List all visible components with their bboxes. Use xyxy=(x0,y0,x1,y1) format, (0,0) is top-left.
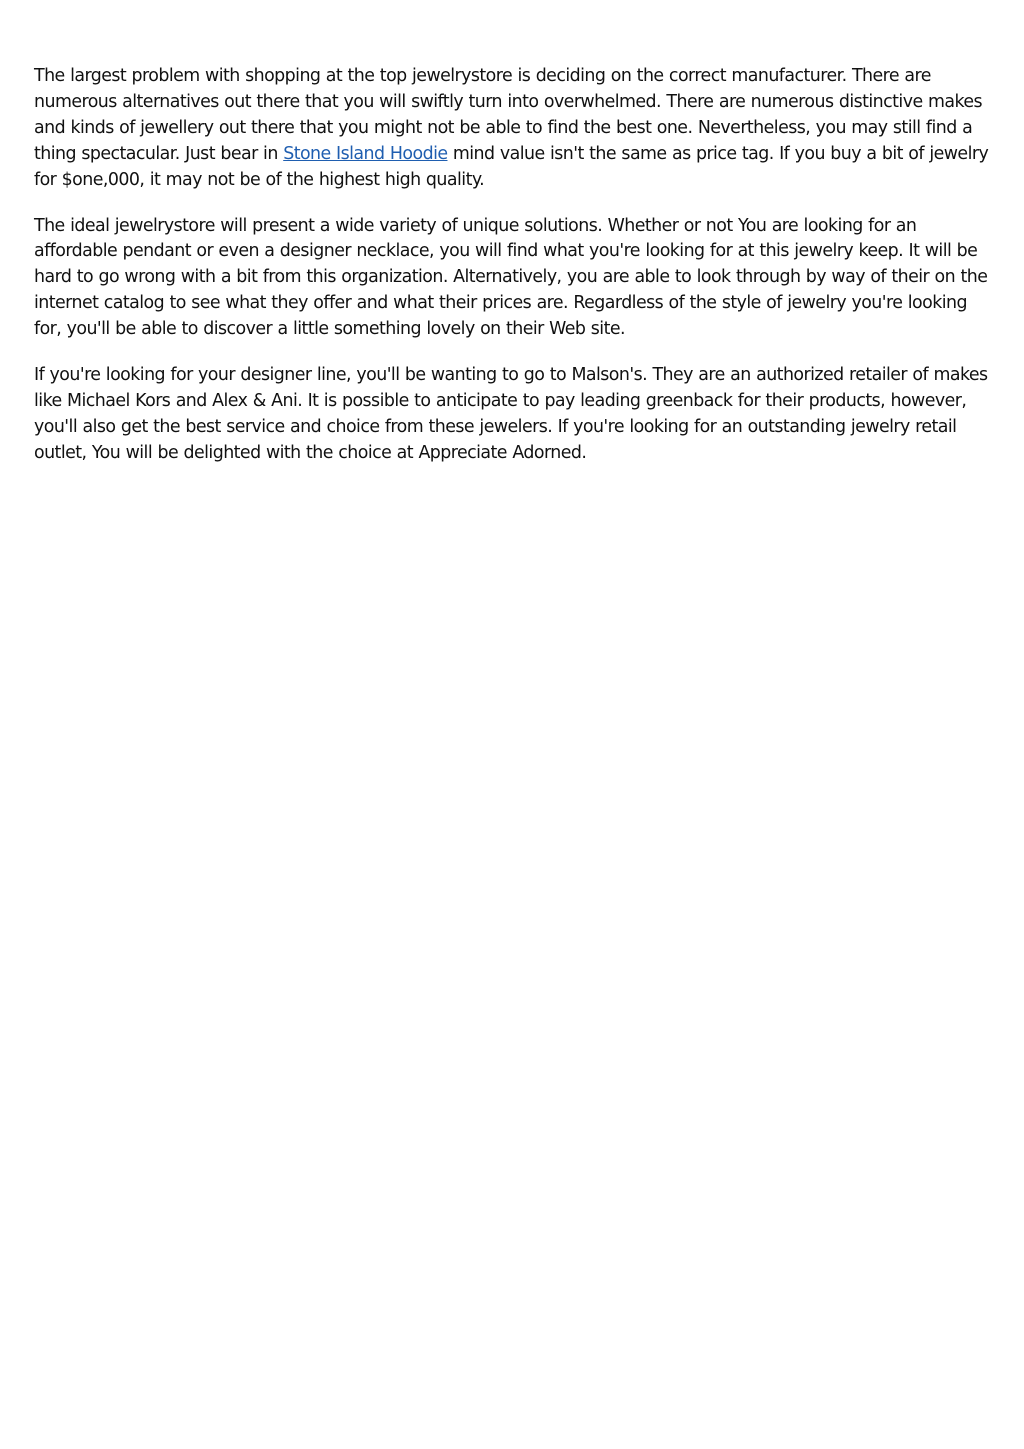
paragraph-2: The ideal jewelrystore will present a wide variety of unique solutions. Whether or not You are looking for an affordable pendant or even a designer necklace, you will find what you're looking for at this jewelry keep. It will be hard to go wrong with a bit from this organization. Alternatively, you are able to look through by way of their on the internet catalog to see what they offer and what their prices are. Regardless of the style of jewelry you're looking for, you'll be able to discover a little something lovely on their Web site. xyxy=(34,215,988,340)
document-body xyxy=(34,64,994,487)
paragraph-1-text-after-link: mind value isn't the same as price tag. If you buy a bit of jewelry for $one,000, it may not be of the highest high quality. xyxy=(34,143,989,190)
paragraph-3: If you're looking for your designer line, you'll be wanting to go to Malson's. They are an authorized retailer of makes like Michael Kors and Alex & Ani. It is possible to anticipate to pay leading greenback for their products, however, you'll also get the best service and choice from these jewelers. If you're looking for an outstanding jewelry retail outlet, You will be delighted with the choice at Appreciate Adorned. xyxy=(34,365,988,463)
stone-island-hoodie-link[interactable]: Stone Island Hoodie xyxy=(283,143,448,164)
paragraph-1-text-before-link: The largest problem with shopping at the top jewelrystore is deciding on the correct manufacturer. There are numerous alternatives out there that you will swiftly turn into overwhelmed. There are numerous distinctive makes and kinds of jewellery out there that you might not be able to find the best one. Nevertheless, you may still find a thing spectacular. Just bear in xyxy=(34,66,983,164)
paragraph-1 xyxy=(34,64,994,194)
